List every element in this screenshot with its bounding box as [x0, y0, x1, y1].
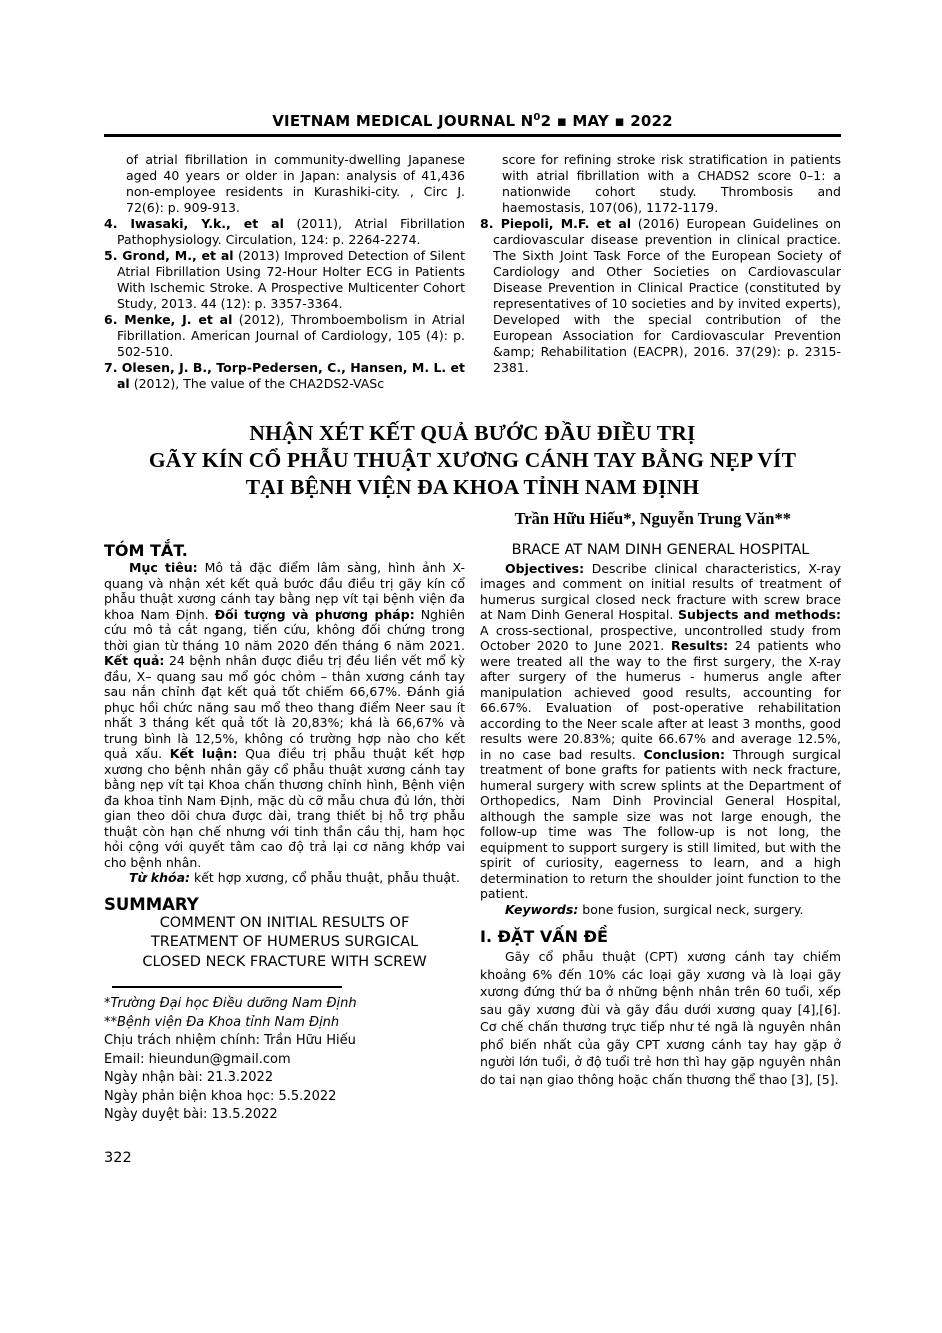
references-left-column — [104, 152, 465, 392]
reference-continuation: score for refining stroke risk stratification in patients with atrial fibrillation with a CHADS2 score 0–1: a nationwide cohort study. Thrombosis and haemostasis, 107(06), 1172-1179. — [502, 152, 841, 215]
reference-item: 8. Piepoli, M.F. et al (2016) European Guidelines on cardiovascular disease prevention in clinical practice. The Sixth Joint Task Force of the European Society of Cardiology and Other Societies on Cardiovascular Disease Prevention in Clinical Practice (constituted by representatives of 10 societies and by invited experts), Developed with the special contribution of the European Association for Cardiovascular Prevention &amp; Rehabilitation (EACPR), 2016. 37(29): p. 2315-2381. — [480, 216, 841, 375]
footnote-accepted-date: Ngày duyệt bài: 13.5.2022 — [104, 1107, 278, 1122]
article-authors: Trần Hữu Hiếu*, Nguyễn Trung Văn** — [514, 509, 791, 528]
keywords-english: Keywords: bone fusion, surgical neck, surgery. — [505, 901, 804, 917]
abstract-english: Objectives: Describe clinical characteristics, X-ray images and comment on initial results of treatment of humerus surgical closed neck fracture with screw brace at Nam Dinh General Hospital. Subjects and methods: A cross-sectional, prospective, uncontrolled study from October 2020 to June 2021. Results: 24 patients who were treated all the way to the first surgery, the X-ray after surgery of the humerus - humerus angle after manipulation achieved good results, accounting for 66.67%. Evaluation of post-operative rehabilitation according to the Neer scale after at least 3 months, good results were 20.83%; quite 66.67% and average 12.5%, in no case bad results. Conclusion: Through surgical treatment of bone grafts for patients with neck fracture, humeral surgery with screw splints at the Department of Orthopedics, Nam Dinh Provincial General Hospital, although the sample size was not large enough, the follow-up time was The follow-up is not long, the equipment to support surgery is still limited, but with the spirit of curiosity, eagerness to learn, and a high determination to return the shoulder joint function to the patient. — [480, 560, 841, 901]
header-rule — [104, 134, 841, 137]
section-heading-dat-van-de: I. ĐẶT VẤN ĐỀ — [480, 927, 608, 946]
article-title-block — [104, 420, 841, 529]
journal-header-title: VIETNAM MEDICAL JOURNAL $N^02$ ▪ MAY ▪ 2022 — [272, 112, 673, 130]
introduction-paragraph: Gãy cổ phẫu thuật (CPT) xương cánh tay chiếm khoảng 6% đến 10% các loại gãy xương và là loại gãy xương đứng thứ ba ở những bệnh nhân trên 60 tuổi, xếp sau gãy xương đùi và gãy đầu dưới xương quay [4],[6]. Cơ chế chấn thương trực tiếp như té ngã là nguyên nhân phổ biến nhất của gãy CPT xương cánh tay hay gặp ở người lớn tuổi, ở độ tuổi trẻ hơn thì hay gặp nguyên nhân do tai nạn giao thông hoặc chấn thương thể thao [3], [5]. — [480, 949, 841, 1087]
page-number: 322 — [104, 1150, 132, 1166]
footnote-affiliation-2: **Bệnh viện Đa Khoa tỉnh Nam Định — [104, 1014, 340, 1030]
keywords-vietnamese: Từ khóa: kết hợp xương, cổ phẫu thuật, phẫu thuật. — [129, 870, 460, 885]
references-right-column — [480, 152, 841, 392]
reference-item: 6. Menke, J. et al (2012), Thromboembolism in Atrial Fibrillation. American Journal of Cardiology, 105 (4): p. 502-510. — [104, 312, 465, 359]
page-content — [104, 112, 841, 1125]
reference-item: 5. Grond, M., et al (2013) Improved Detection of Silent Atrial Fibrillation Using 72-Hour Holter ECG in Patients With Ischemic Stroke. A Prospective Multicenter Cohort Study, 2013. 44 (12): p. 3357-3364. — [104, 248, 466, 311]
reference-item: 7. Olesen, J. B., Torp-Pedersen, C., Hansen, M. L. et al (2012), The value of the CHA2DS2-VASc — [104, 360, 465, 391]
body-left-column — [104, 541, 465, 1125]
body-right-column — [480, 541, 841, 1125]
article-body — [104, 541, 841, 1125]
footnote-corresponding-author: Chịu trách nhiệm chính: Trần Hữu Hiếu — [104, 1033, 356, 1048]
reference-item: 4. Iwasaki, Y.k., et al (2011), Atrial Fibrillation Pathophysiology. Circulation, 124: p. 2264-2274. — [104, 216, 465, 247]
footnote-block — [104, 986, 465, 1125]
article-title-line-1: NHẬN XÉT KẾT QUẢ BƯỚC ĐẦU ĐIỀU TRỊ — [249, 421, 696, 445]
summary-title-line-3: CLOSED NECK FRACTURE WITH SCREW — [142, 953, 427, 970]
footnote-rule — [112, 986, 342, 988]
summary-title-line-2: TREATMENT OF HUMERUS SURGICAL — [150, 934, 419, 950]
abstract-vietnamese: Mục tiêu: Mô tả đặc điểm lâm sàng, hình ảnh X-quang và nhận xét kết quả bước đầu điều trị gãy kín cổ phẫu thuật xương cánh tay bằng nẹp vít tại bệnh viện đa khoa Nam Định. Đối tượng và phương pháp: Nghiên cứu mô tả cắt ngang, tiến cứu, không đối chứng trong thời gian từ tháng 10 năm 2020 đến tháng 6 năm 2021. Kết quả: 24 bệnh nhân được điều trị đều liền vết mổ kỳ đầu, X– quang sau mổ góc chỏm – thân xương cánh tay sau nắn chỉnh đạt kết quả tốt chiếm 66,67%. Đánh giá phục hồi chức năng sau mổ theo thang điểm Neer sau ít nhất 3 tháng kết quả tốt là 20,83%; khá là 66,67% và trung bình là 12,5%, không có trường hợp nào cho kết quả xấu. Kết luận: Qua điều trị phẫu thuật kết hợp xương cho bệnh nhân gãy cổ phẫu thuật xương cánh tay bằng nẹp vít tại Khoa chấn thương chỉnh hình, Bệnh viện đa khoa tỉnh Nam Định, mặc dù cỡ mẫu chưa đủ lớn, thời gian theo dõi chưa được dài, trang thiết bị hỗ trợ phẫu thuật còn hạn chế nhưng với tinh thần cầu thị, ham học hỏi cộng với quyết tâm cao độ trả lại cơ năng khớp vai cho bệnh nhân. — [104, 560, 465, 870]
summary-heading: SUMMARY — [104, 894, 199, 914]
footnote-received-date: Ngày nhận bài: 21.3.2022 — [104, 1070, 274, 1085]
summary-title-line-1: COMMENT ON INITIAL RESULTS OF — [159, 914, 410, 931]
footnote-email: Email: hieundun@gmail.com — [104, 1051, 291, 1067]
tom-tat-heading: TÓM TẮT. — [104, 541, 188, 560]
references-continued-section — [104, 152, 841, 392]
summary-title-continuation: BRACE AT NAM DINH GENERAL HOSPITAL — [511, 542, 810, 558]
reference-continuation: of atrial fibrillation in community-dwelling Japanese aged 40 years or older in Japan: analysis of 41,436 non-employee residents in Kurashiki-city. , Circ J. 72(6): p. 909-913. — [126, 152, 465, 215]
footnote-affiliation-1: *Trường Đại học Điều dưỡng Nam Định — [104, 996, 357, 1011]
footnote-review-date: Ngày phản biện khoa học: 5.5.2022 — [104, 1088, 337, 1104]
article-title-line-2: GÃY KÍN CỔ PHẪU THUẬT XƯƠNG CÁNH TAY BẰNG NẸP VÍT — [148, 448, 797, 472]
article-title-line-3: TẠI BỆNH VIỆN ĐA KHOA TỈNH NAM ĐỊNH — [245, 475, 700, 499]
